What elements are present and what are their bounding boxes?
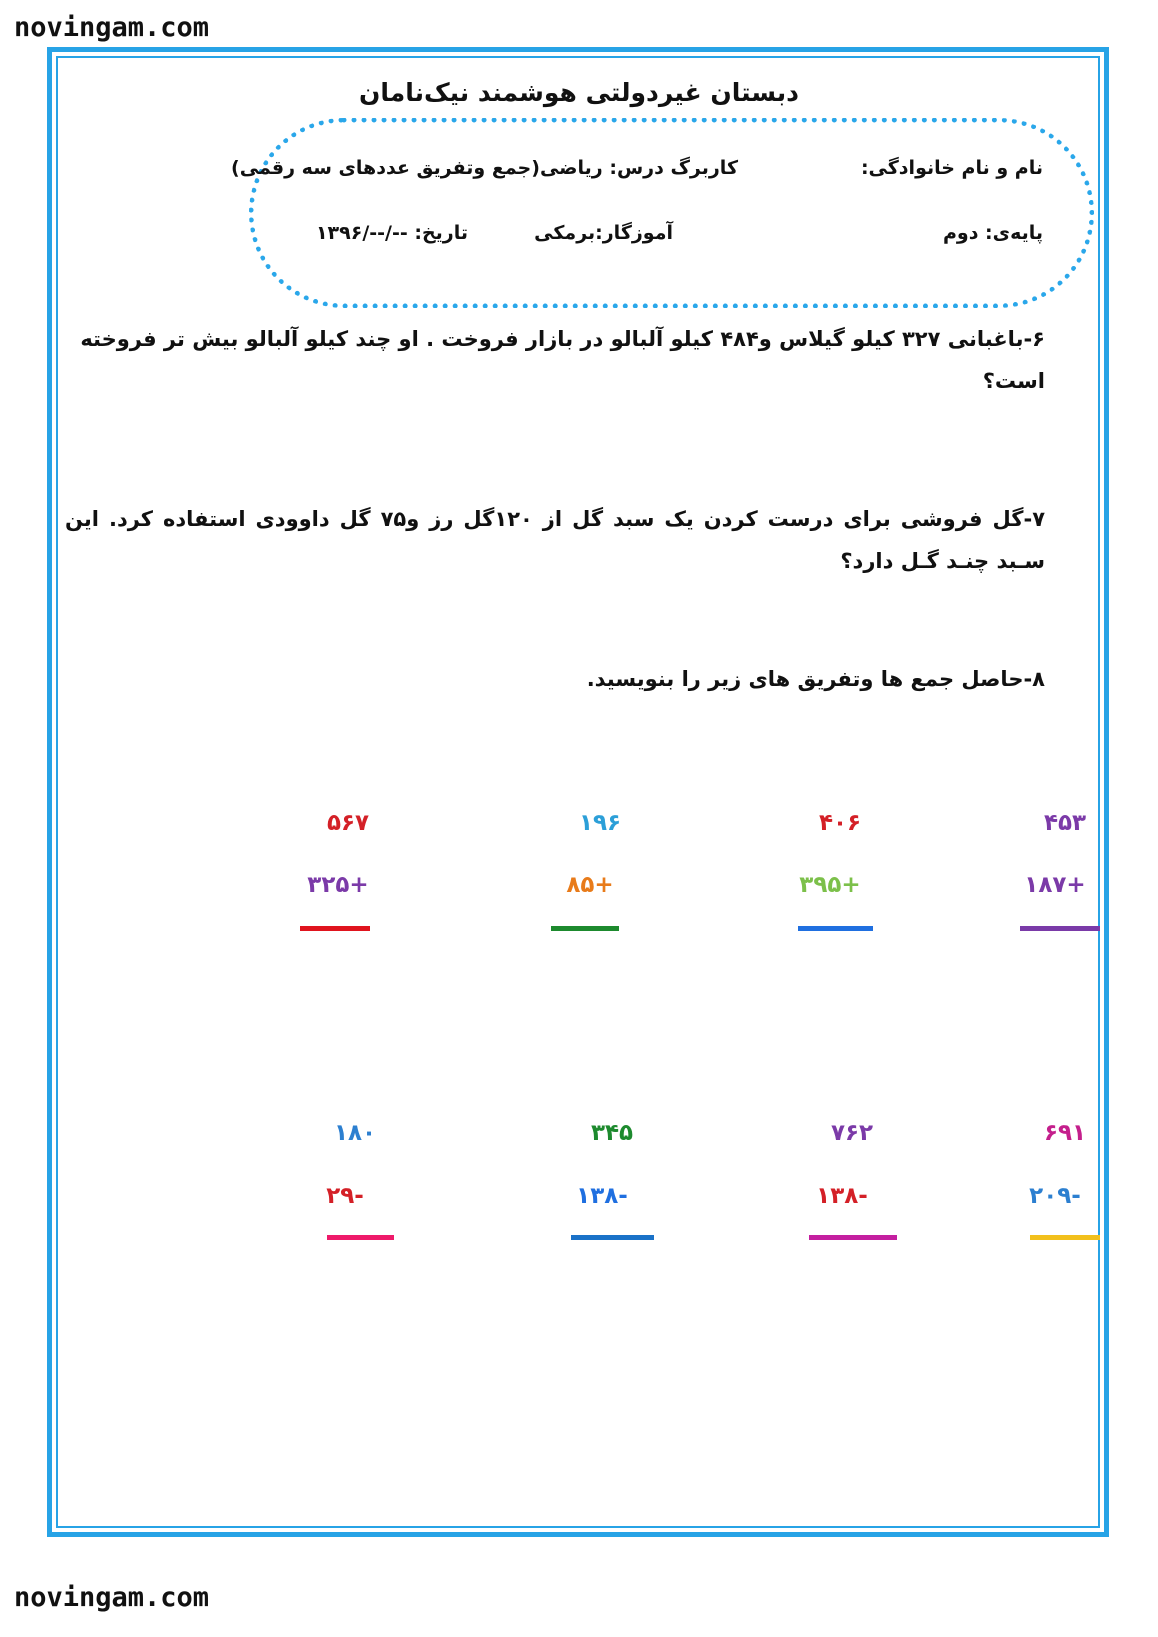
problem-answer-line xyxy=(809,1235,897,1240)
problem-bottom-number: -۱۳۸ xyxy=(576,1183,628,1209)
watermark-bottom: novingam.com xyxy=(14,1582,210,1613)
question-6: ۶-باغبانی ۳۲۷ کیلو گیلاس و۴۸۴ کیلو آلبالو در بازار فروخت . او چند کیلو آلبالو بیش تر فروخته است؟ xyxy=(80,327,1045,393)
problem-top-number: ۱۹۶ xyxy=(578,810,622,836)
problem-top-number: ۴۰۶ xyxy=(818,810,862,836)
problem-answer-line xyxy=(1030,1235,1100,1240)
worksheet-label: کاربرگ درس: ریاضی(جمع وتفریق عددهای سه رقمی) xyxy=(231,157,738,179)
problem-bottom-number: +۱۸۷ xyxy=(1024,872,1086,898)
problem-answer-line xyxy=(327,1235,394,1240)
problem-top-number: ۵۶۷ xyxy=(326,810,370,836)
school-title: دبستان غیردولتی هوشمند نیک‌نامان xyxy=(359,78,799,107)
problem-bottom-number: +۳۲۵ xyxy=(307,872,369,898)
problem-top-number: ۶۹۱ xyxy=(1043,1120,1087,1146)
question-8: ۸-حاصل جمع ها وتفریق های زیر را بنویسید. xyxy=(586,667,1045,691)
date-label: تاریخ: --/--/۱۳۹۶ xyxy=(315,222,468,244)
problem-bottom-number: -۲۰۹ xyxy=(1029,1183,1081,1209)
watermark-top: novingam.com xyxy=(14,12,210,43)
problem-answer-line xyxy=(571,1235,654,1240)
question-7: ۷-گل فروشی برای درست کردن یک سبد گل از ۱۲۰گل رز و۷۵ گل داوودی استفاده کرد. این سـبد چنـد گـل دارد؟ xyxy=(65,507,1046,573)
problem-bottom-number: -۲۹ xyxy=(326,1183,364,1209)
name-label: نام و نام خانوادگی: xyxy=(860,157,1043,179)
teacher-label: آموزگار:برمکی xyxy=(534,222,673,244)
problem-top-number: ۳۴۵ xyxy=(590,1120,634,1146)
problem-answer-line xyxy=(300,926,370,931)
problem-top-number: ۱۸۰ xyxy=(333,1120,377,1146)
problem-answer-line xyxy=(798,926,873,931)
problem-bottom-number: +۳۹۵ xyxy=(799,872,861,898)
problem-answer-line xyxy=(1020,926,1100,931)
problem-answer-line xyxy=(551,926,619,931)
grade-label: پایه‌ی: دوم xyxy=(942,222,1043,244)
info-box xyxy=(249,118,1094,308)
problem-bottom-number: -۱۳۸ xyxy=(816,1183,868,1209)
problem-top-number: ۴۵۳ xyxy=(1043,810,1087,836)
problem-bottom-number: +۸۵ xyxy=(566,872,614,898)
problem-top-number: ۷۶۲ xyxy=(830,1120,874,1146)
